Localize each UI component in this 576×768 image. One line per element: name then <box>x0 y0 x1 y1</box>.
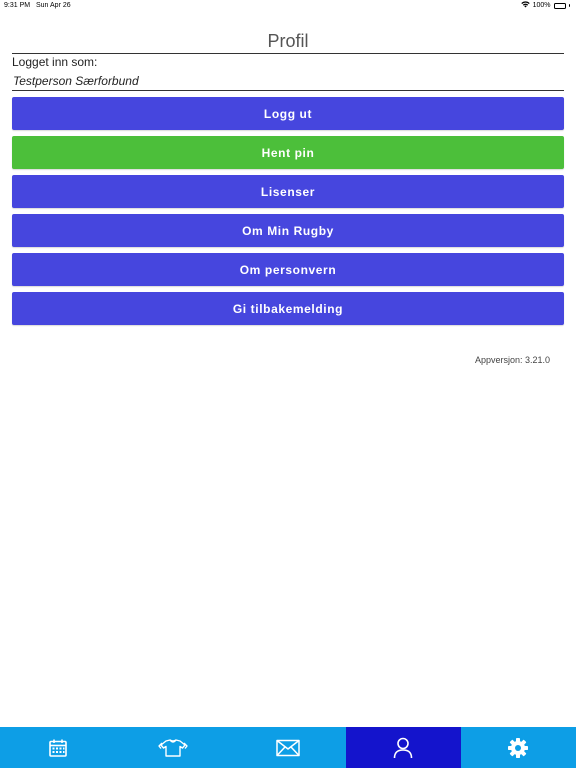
person-icon <box>393 737 413 759</box>
tab-calendar[interactable] <box>0 727 115 768</box>
page-title: Profil <box>267 31 309 51</box>
logout-button[interactable]: Logg ut <box>12 97 564 130</box>
tab-settings[interactable] <box>461 727 576 768</box>
battery-icon <box>554 3 566 9</box>
privacy-button[interactable]: Om personvern <box>12 253 564 286</box>
about-app-button[interactable]: Om Min Rugby <box>12 214 564 247</box>
status-bar <box>0 0 576 12</box>
tab-bar <box>0 727 576 768</box>
licenses-button[interactable]: Lisenser <box>12 175 564 208</box>
jersey-icon <box>157 738 189 758</box>
user-divider <box>12 90 564 91</box>
get-pin-button[interactable]: Hent pin <box>12 136 564 169</box>
gear-icon <box>507 737 529 759</box>
tab-profile[interactable] <box>346 727 461 768</box>
status-date: Sun Apr 26 <box>36 2 71 9</box>
battery-tip <box>569 4 571 7</box>
app-version: Appversjon: 3.21.0 <box>474 355 550 365</box>
action-button-list <box>12 97 564 325</box>
logged-in-label: Logget inn som: <box>12 55 98 69</box>
status-time: 9:31 PM <box>4 2 31 9</box>
tab-teams[interactable] <box>115 727 230 768</box>
title-divider <box>12 53 564 54</box>
envelope-icon <box>276 739 300 757</box>
wifi-icon <box>521 1 530 10</box>
calendar-icon <box>48 738 68 758</box>
feedback-button[interactable]: Gi tilbakemelding <box>12 292 564 325</box>
tab-messages[interactable] <box>230 727 345 768</box>
status-right <box>521 1 570 10</box>
user-name: Testperson Særforbund <box>13 74 139 88</box>
battery-percent: 100% <box>532 2 551 9</box>
